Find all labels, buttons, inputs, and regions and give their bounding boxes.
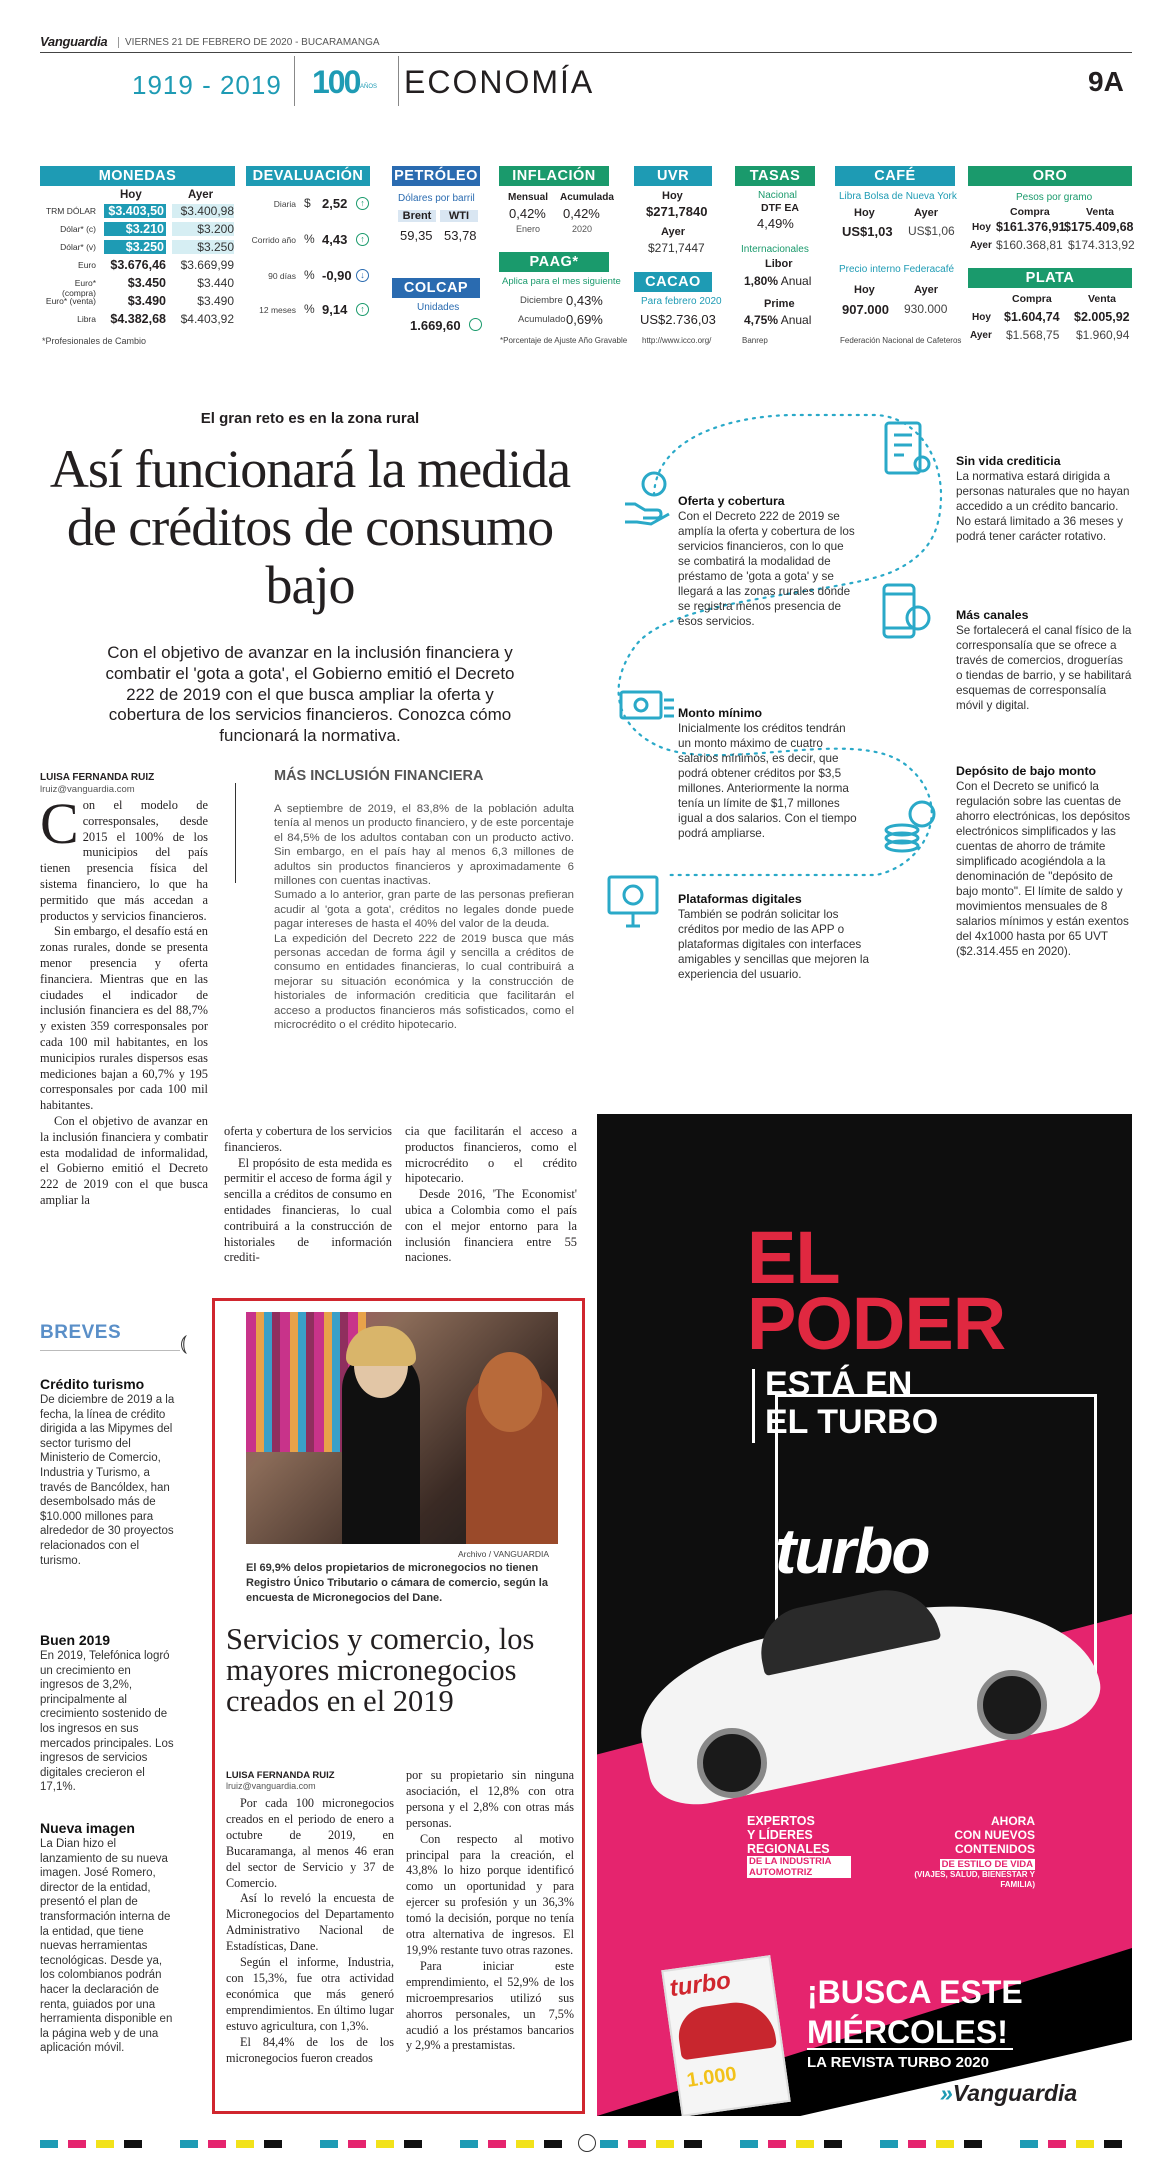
photo-story-col2: [406, 1768, 574, 2054]
plata-ayer-label: Ayer: [970, 330, 992, 341]
libor-value: 1,80%: [744, 274, 779, 288]
divider: [398, 56, 399, 106]
info-plataformas: [678, 892, 878, 982]
oro-compra: Compra: [1010, 206, 1050, 218]
plata-hoy-label: Hoy: [972, 312, 991, 323]
article-headline: Así funcionará la medida de créditos de consumo bajo: [49, 439, 571, 615]
article-col3: [405, 1124, 577, 1266]
info-deposito-title: Depósito de bajo monto: [956, 764, 1097, 778]
cafe-hoy2-label: Hoy: [854, 284, 875, 296]
oro-ayer-compra: $160.368,81: [996, 238, 1063, 252]
paag-v2: 0,69%: [566, 312, 603, 327]
ad-cta-rule: [807, 2048, 1013, 2050]
cafe-hoy2: 907.000: [842, 302, 889, 317]
monedas-row-label: Euro: [78, 260, 96, 270]
cafe-ayer2-label: Ayer: [914, 284, 939, 296]
monedas-row-label: Dólar* (c): [60, 224, 96, 234]
ad-footer-logo: [940, 2080, 1077, 2107]
info-deposito-text: Con el Decreto se unificó la regulación sobre las cuentas de ahorro electrónicas, los depósitos electrónicos simplificados y las cuentas de ahorro de trámite simplificado acogiéndola a la denominación de "depósito de bajo monto". El límite de saldo y movimientos mensuales de 8 salarios mínimos y están exentos del 4x1000 hasta por 65 UVT ($2.314.455 en 2020).: [956, 780, 1131, 958]
article-p4: oferta y cobertura de los servicios financieros.: [224, 1124, 392, 1154]
article-p7: Desde 2016, 'The Economist' ubica a Colombia como el país con el mejor entorno para la inclusión financiera entre 55 naciones.: [405, 1187, 577, 1265]
oro-hoy-label: Hoy: [972, 222, 991, 233]
inflacion-col2: Acumulada: [560, 192, 614, 203]
deval-row-symbol: %: [304, 302, 315, 316]
dateline: VIERNES 21 DE FEBRERO DE 2020 - BUCARAMANGA: [118, 37, 380, 48]
brent-value: 59,35: [400, 228, 433, 243]
plata-hoy-compra: $1.604,74: [1004, 310, 1060, 324]
mobile-coin-icon: [880, 582, 932, 642]
breve-1-text: De diciembre de 2019 a la fecha, la línea de crédito dirigida a las Mipymes del sector turismo del Ministerio de Comercio, Industria y Turismo, a través de Bancóldex, han desembolsado más de $10.000 millones para alrededor de 30 proyectos relacionados con el turismo.: [40, 1394, 175, 1567]
article-p5: El propósito de esta medida es permitir el acceso de forma ágil y sencilla a créditos de consumo en entidades financieras, lo cual contribuirá a la construcción de historiales de información crediti-: [224, 1155, 392, 1265]
cafe-sub: Libra Bolsa de Nueva York: [839, 191, 957, 202]
uvr-title: UVR: [634, 166, 712, 186]
petroleo-title: PETRÓLEO: [392, 166, 480, 186]
monitor-coin-icon: [606, 874, 662, 930]
tasas-v1: 4,49%: [757, 216, 794, 231]
monedas-row-label: Libra: [77, 314, 96, 324]
deval-row-value: 4,43: [322, 232, 348, 247]
monedas-row-label: TRM DÓLAR: [45, 206, 96, 216]
photo-story-col1: [226, 1796, 394, 2066]
photo-story-headline: Servicios y comercio, los mayores micronegocios creados en el 2019: [226, 1622, 535, 1718]
breves-rule: [40, 1350, 180, 1351]
ad-right: [905, 1814, 1035, 1890]
cacao-note: http://www.icco.org/: [642, 336, 712, 345]
photo-story-c1: Por cada 100 micronegocios creados en el periodo de enero a octubre de 2019, en Bucaramanga, al menos 46 eran del sector de Servicio y 37 de Comercio.: [226, 1796, 394, 1890]
arrow-up-icon: ↑: [356, 233, 369, 246]
monedas-hoy: $3.250: [104, 240, 166, 254]
inflacion-v2: 0,42%: [563, 206, 600, 221]
inflacion-s2: 2020: [572, 224, 593, 234]
coin-stack-icon: [882, 794, 938, 854]
monedas-hoy: $3.403,50: [104, 204, 166, 218]
deval-row-value: -0,90: [322, 268, 352, 283]
money-bill-icon: [618, 686, 678, 730]
brent-label: Brent: [398, 210, 436, 222]
ad-left-1: EXPERTOS: [747, 1814, 815, 1828]
dropcap: C: [40, 791, 79, 856]
uvr-hoy-label: Hoy: [662, 190, 683, 202]
section-title: ECONOMÍA: [404, 64, 595, 100]
sidebar-bracket: [226, 783, 230, 995]
breve-1-title: Crédito turismo: [40, 1376, 145, 1392]
cafe-hoy-label: Hoy: [854, 207, 875, 219]
photo-caption: El 69,9% delos propietarios de micronegocios no tienen Registro Único Tributario o cámara de comercio, según la encuesta de Micronegocios del Dane.: [246, 1562, 548, 1604]
tasas-l4: Libor: [765, 258, 793, 270]
plata-hoy-venta: $2.005,92: [1074, 310, 1130, 324]
col-ayer: Ayer: [188, 189, 214, 201]
cacao-value: US$2.736,03: [640, 312, 716, 327]
sidebar-title: MÁS INCLUSIÓN FINANCIERA: [274, 768, 484, 784]
monedas-ayer: $3.200: [172, 222, 234, 236]
deval-row-symbol: %: [304, 232, 315, 246]
deval-row-label: 90 días: [268, 271, 296, 281]
info-oferta-title: Oferta y cobertura: [678, 494, 785, 508]
photo-story-c5: por su propietario sin ninguna asociación, el 12,8% con otra persona y el 2,8% con otras más personas.: [406, 1768, 574, 1830]
tasas-title: TASAS: [735, 166, 815, 186]
monedas-ayer: $4.403,92: [180, 312, 234, 326]
up-arrow-icon: [469, 318, 482, 331]
info-monto-title: Monto mínimo: [678, 706, 763, 720]
info-deposito: [956, 764, 1132, 959]
article-col1: [40, 791, 208, 1209]
ad-logo-text: Vanguardia: [952, 2080, 1078, 2106]
cafe-ayer-label: Ayer: [914, 207, 939, 219]
sidebar-s1: A septiembre de 2019, el 83,8% de la población adulta tenía al menos un producto financiero, y de este porcentaje el 84,5% de los adultos contaban con un producto activo. Sin embargo, en el país hay al menos 6,3 millones de adultos sin productos financieros y aproximadamente 6 millones con cuentas inactivas.: [274, 803, 574, 888]
prime-value: 4,75%: [744, 313, 779, 327]
ad-line1: EL: [747, 1216, 840, 1299]
ad-line4: EL TURBO: [765, 1403, 939, 1441]
breve-3-title: Nueva imagen: [40, 1820, 135, 1836]
arrow-down-icon: ↓: [356, 269, 369, 282]
monedas-hoy: $4.382,68: [110, 312, 166, 326]
chevron-icon: »: [940, 2080, 953, 2106]
plata-venta: Venta: [1088, 293, 1117, 305]
article-photo: [246, 1312, 558, 1544]
article-p6: cia que facilitarán el acceso a productos financieros, como el microcrédito o el crédito hipotecario.: [405, 1124, 577, 1186]
arrow-up-icon: ↑: [356, 197, 369, 210]
prime-unit: Anual: [780, 313, 812, 327]
tasas-v3: [744, 313, 811, 327]
breve-2: [40, 1632, 176, 1795]
inflacion-col1: Mensual: [508, 192, 549, 203]
info-monto-text: Inicialmente los créditos tendrán un monto máximo de cuatro salarios mínimos, es decir, que podrá obtener créditos por $3,5 millones. Anteriormente la norma tenía un límite de $1,7 millones igual a dos salarios. Con el tiempo podrá ampliarse.: [678, 722, 857, 840]
breves-brace-icon: ⦅: [180, 1330, 188, 1355]
info-plataformas-text: También se podrán solicitar los créditos por medio de las APP o plataformas digitales con interfaces amigables y sencillas que mejoren la experiencia del usuario.: [678, 908, 869, 981]
article-col2: [224, 1124, 392, 1266]
colcap-sub: Unidades: [417, 302, 460, 313]
info-oferta-text: Con el Decreto 222 de 2019 se amplía la oferta y cobertura de los servicios financieros, con lo que se combatirá la modalidad de préstamo de 'gota a gota' y se llegará a las zonas rurales donde se registra menos presencia de esos servicios.: [678, 510, 855, 628]
mag-brand: turbo: [668, 1966, 733, 2003]
breves-title: BREVES: [40, 1322, 122, 1343]
uvr-hoy: $271,7840: [646, 204, 708, 219]
ad-rule: [752, 1369, 755, 1443]
info-sin-vida-text: La normativa estará dirigida a personas naturales que no hayan accedido a un crédito bancario. No estará limitado a 36 meses y podrá tener carácter rotativo.: [956, 470, 1130, 543]
ad-right-small: (VIAJES, SALUD, BIENESTAR Y FAMILIA): [914, 1870, 1035, 1889]
breve-3-text: La Dian hizo el lanzamiento de su nueva imagen. José Romero, director de la entidad, presentó el plan de transformación interna de la entidad, que tiene nuevas herramientas tecnológicas. Desde ya, los colombianos podrán hacer la declaración de renta, guiados por una herramienta disponible en la página web y de una aplicación móvil.: [40, 1838, 173, 2055]
wti-value: 53,78: [444, 228, 477, 243]
tasas-l1: Nacional: [758, 190, 797, 201]
breve-3: [40, 1820, 176, 2056]
ad-right-1: AHORA: [991, 1814, 1035, 1828]
photo-story-c7: Para iniciar este emprendimiento, el 52,9% de los microempresarios utilizó sus ahorros personales, un 7,5% acudió a los préstamos bancarios y 2,9% a prestamistas.: [406, 1958, 574, 2053]
breve-2-title: Buen 2019: [40, 1632, 111, 1648]
header-years: 1919 - 2019: [132, 70, 282, 100]
photo-story-c3: Según el informe, Industria, con 15,3%, fue otra actividad económica que más generó emprendimientos. En último lugar estuvo agricultura, con 1,3%.: [226, 1955, 394, 2033]
colcap-title: COLCAP: [392, 278, 480, 298]
mag-car-image: [675, 1997, 777, 2060]
inflacion-title: INFLACIÓN: [499, 166, 609, 186]
ad-line3: ESTÁ EN: [765, 1365, 913, 1403]
ad-left-3: REGIONALES: [747, 1842, 830, 1856]
magazine-cover: [661, 1955, 791, 2116]
turbo-ad[interactable]: [597, 1114, 1132, 2116]
oro-hoy-compra: $161.376,91: [996, 220, 1066, 234]
paag-title: PAAG*: [499, 252, 609, 272]
deval-row-value: 9,14: [322, 302, 348, 317]
cacao-title: CACAO: [634, 272, 712, 292]
plata-compra: Compra: [1012, 293, 1052, 305]
monedas-ayer: $3.250: [172, 240, 234, 254]
plata-ayer-compra: $1.568,75: [1006, 328, 1060, 342]
photo-story-c4: El 84,4% de los de los micronegocios fueron creados: [226, 2034, 394, 2065]
oro-ayer-label: Ayer: [970, 240, 992, 251]
ad-cta2: MIÉRCOLES!: [807, 2014, 1008, 2050]
cacao-sub: Para febrero 2020: [641, 296, 722, 307]
oro-ayer-venta: $174.313,92: [1068, 238, 1135, 252]
deval-row-label: Diaria: [273, 199, 296, 209]
anniversary-logo: 100: [312, 64, 360, 100]
article-kicker: El gran reto es en la zona rural: [200, 410, 420, 427]
cafe-sub2: Precio interno Federacafé: [839, 264, 955, 275]
devaluacion-title: DEVALUACIÓN: [246, 166, 370, 186]
monedas-ayer: $3.490: [197, 294, 234, 308]
plata-ayer-venta: $1.960,94: [1076, 328, 1130, 342]
uvr-ayer: $271,7447: [648, 241, 705, 255]
mag-number: 1.000: [685, 2063, 738, 2092]
tasas-l3: Internacionales: [741, 244, 809, 255]
sidebar-s2: Sumado a lo anterior, gran parte de las personas prefieran acudir al 'gota a gota', créditos no legales donde puede pagar intereses de hasta el 40% del valor de la deuda.: [274, 889, 574, 931]
tasas-v2: [744, 274, 811, 288]
article-p1: on el modelo de corresponsales, desde 2015 el 100% de los municipios del país tienen presencia física del sistema financiero, lo que ha permitido que más accedan a productos y servicios financieros.: [40, 798, 208, 923]
sidebar-s3: La expedición del Decreto 222 de 2019 busca que más personas accedan de forma ágil y sencilla a créditos de consumo en entidades financieras, lo cual contribuirá a mejorar su situación económica y la construcción de historiales de información crediticia que facilitarán el acceso a productos financieros más sofisticados, como el microcrédito o el crédito hipotecario.: [274, 932, 574, 1032]
registration-mark-icon: [578, 2134, 596, 2152]
page-number: 9A: [1088, 66, 1124, 97]
anniversary-small: AÑOS: [360, 84, 378, 90]
monedas-hoy: $3.210: [104, 222, 166, 236]
ad-right-tag: DE ESTILO DE VIDA: [941, 1859, 1033, 1870]
article-p2: Sin embargo, el desafío está en zonas rurales, donde se presenta menor presencia y oferta financiera. Mientras que en las ciudades el indicador de inclusión financiera es del 88,7% y existen 359 corresponsales por cada 100 mil habitantes, en los municipios rurales dispersos esas mediciones bajan a 60,7% y 195 corresponsales por cada 100 mil habitantes.: [40, 924, 208, 1113]
paag-r2: Acumulado: [518, 314, 566, 325]
paag-note: *Porcentaje de Ajuste Año Gravable: [500, 336, 628, 345]
oro-venta: Venta: [1086, 206, 1115, 218]
info-monto: [678, 706, 858, 841]
info-canales: [956, 608, 1132, 713]
monedas-row-label: Dólar* (v): [60, 242, 96, 252]
cafe-note: Federación Nacional de Cafeteros: [840, 336, 962, 345]
cafe-hoy: US$1,03: [842, 224, 893, 239]
breve-1: [40, 1376, 176, 1568]
ad-right-2: CON NUEVOS: [954, 1828, 1035, 1842]
ad-right-3: CONTENIDOS: [954, 1842, 1035, 1856]
oro-title: ORO: [968, 166, 1132, 186]
divider: [294, 56, 295, 106]
header-rule: [40, 52, 1132, 53]
photo-story-c2: Así lo reveló la encuesta de Micronegocios del Departamento Administrativo Nacional de Estadísticas, Dane.: [226, 1891, 394, 1954]
paag-sub: Aplica para el mes siguiente: [502, 276, 621, 287]
monedas-row-label: Euro* (venta): [45, 296, 96, 306]
cafe-title: CAFÉ: [835, 166, 955, 186]
arrow-up-icon: ↑: [356, 303, 369, 316]
wti-label: WTI: [440, 210, 478, 222]
inflacion-s1: Enero: [516, 224, 541, 234]
paag-r1: Diciembre: [520, 295, 563, 306]
sports-car-image: [617, 1598, 1107, 1788]
hand-coin-icon: [622, 468, 672, 526]
info-sin-vida: [956, 454, 1132, 544]
tasas-l5: Prime: [764, 298, 795, 310]
libor-unit: Anual: [780, 274, 812, 288]
deval-row-value: 2,52: [322, 196, 348, 211]
cafe-ayer: US$1,06: [908, 224, 955, 238]
monedas-hoy: $3.676,46: [110, 258, 166, 272]
monedas-hoy: $3.490: [127, 294, 166, 308]
oro-hoy-venta: $175.409,68: [1064, 220, 1134, 234]
article-lede: Con el objetivo de avanzar en la inclusión financiera y combatir el 'gota a gota', el Gobierno emitió el Decreto 222 de 2019 con el que busca ampliar la oferta y cobertura de los servicios financieros. Conozca cómo funcionará la normativa.: [105, 643, 515, 746]
paag-v1: 0,43%: [566, 293, 603, 308]
monedas-ayer: $3.669,99: [180, 258, 234, 272]
petroleo-sub: Dólares por barril: [398, 193, 475, 204]
inflacion-v1: 0,42%: [509, 206, 546, 221]
uvr-ayer-label: Ayer: [661, 226, 686, 238]
info-canales-text: Se fortalecerá el canal físico de la corresponsalía que se ofrece a través de comercios, droguerías o tiendas de barrio, y se habilitará esquemas de corresponsalía móvil y digital.: [956, 624, 1132, 712]
contract-icon: [882, 420, 934, 478]
ad-cta3: LA REVISTA TURBO 2020: [807, 2054, 989, 2071]
article-p3: Con el objetivo de avanzar en la inclusión financiera y combatir esta modalidad de informalidad, el Gobierno emitió el Decreto 222 de 2019 con el que busca ampliar la: [40, 1113, 208, 1207]
ad-cta1: ¡BUSCA ESTE: [807, 1974, 1023, 2010]
info-sin-vida-title: Sin vida crediticia: [956, 454, 1061, 468]
info-oferta: [678, 494, 858, 629]
ad-left-2: Y LÍDERES: [747, 1828, 813, 1842]
deval-row-label: Corrido año: [251, 235, 296, 245]
monedas-hoy: $3.450: [127, 276, 166, 290]
monedas-row-label: Euro* (compra): [61, 278, 96, 298]
breve-2-text: En 2019, Telefónica logró un crecimiento en ingresos de 3,2%, principalmente al crecimiento sostenido de los ingresos en sus mercados principales. Los ingresos de servicios digitales crecieron el 17,1%.: [40, 1650, 174, 1794]
photo-story-c6: Con respecto al motivo principal para la creación, el 43,8% lo hizo porque identificó como un oportunidad y para ejercer su profesión y un 36,3% tomó la decisión, porque no tenía otra alternativa de ingresos. El 19,9% restante tuvo otras razones.: [406, 1831, 574, 1957]
ad-line2: PODER: [747, 1282, 1006, 1365]
oro-sub: Pesos por gramo: [1016, 192, 1093, 203]
photo-story-email: lruiz@vanguardia.com: [226, 1781, 316, 1791]
ad-left-tag: DE LA INDUSTRIA AUTOMOTRIZ: [747, 1856, 851, 1878]
colcap-value: 1.669,60: [410, 318, 461, 333]
tasas-note: Banrep: [742, 336, 768, 345]
info-plataformas-title: Plataformas digitales: [678, 892, 802, 906]
sidebar-body: [274, 802, 574, 1033]
tasas-l2: DTF EA: [761, 202, 799, 214]
monedas-title: MONEDAS: [40, 166, 235, 186]
monedas-ayer: $3.440: [197, 276, 234, 290]
plata-title: PLATA: [968, 268, 1132, 288]
monedas-note: *Profesionales de Cambio: [42, 336, 147, 346]
article-author: LUISA FERNANDA RUIZ: [40, 772, 155, 783]
photo-story-author: LUISA FERNANDA RUIZ: [226, 1770, 335, 1781]
info-canales-title: Más canales: [956, 608, 1029, 622]
deval-row-label: 12 meses: [259, 305, 296, 315]
masthead-logo: Vanguardia: [40, 34, 108, 49]
deval-row-symbol: %: [304, 268, 315, 282]
deval-row-symbol: $: [304, 196, 311, 210]
photo-credit: Archivo / VANGUARDIA: [458, 1549, 550, 1559]
ad-brand: turbo: [775, 1515, 929, 1587]
cafe-ayer2: 930.000: [904, 302, 948, 316]
article-email: lruiz@vanguardia.com: [40, 784, 135, 795]
monedas-ayer: $3.400,98: [172, 204, 234, 218]
col-hoy: Hoy: [120, 189, 142, 201]
ad-left: [747, 1814, 887, 1878]
